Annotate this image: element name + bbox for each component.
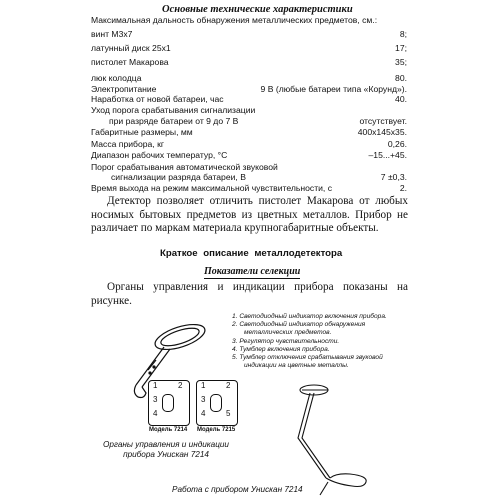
legend-item: 4. Тумблер включения прибора. <box>232 345 330 353</box>
spec-label: Диапазон рабочих температур, °С <box>91 150 228 160</box>
spec-value: 400х145х35. <box>357 127 407 137</box>
spec-label: при разряде батареи от 9 до 7 В <box>109 116 239 126</box>
legend-item: 1. Светодиодный индикатор включения прибора. <box>232 313 387 320</box>
panel-number: 5 <box>226 409 231 418</box>
legend-item: 2. Светодиодный индикатор обнаружения металлических предметов. <box>232 321 366 337</box>
specs-heading: Основные технические характеристики <box>162 4 353 15</box>
spec-value: 80. <box>395 73 407 83</box>
spec-value: 8; <box>399 29 407 39</box>
controls-paragraph: Органы управления и индикации прибора показаны на рисунке. <box>91 281 408 307</box>
panel-number: 3 <box>201 395 206 404</box>
spec-value: 0,26. <box>387 139 407 149</box>
legend-item: 5. Тумблер отключения срабатывания звуковой индикации на цветные металлы. <box>232 354 383 370</box>
spec-label: пистолет Макарова <box>91 57 169 67</box>
spec-label: Максимальная дальность обнаружения металлических предметов, см.: <box>91 15 378 25</box>
spec-label: Время выхода на режим максимальной чувствительности, с <box>91 183 333 193</box>
panel-number: 3 <box>153 395 158 404</box>
spec-value: 35; <box>395 57 407 67</box>
spec-value: 40. <box>395 94 407 104</box>
spec-label: винт М3х7 <box>91 29 133 39</box>
spec-value: 7 ±0,3. <box>380 172 407 182</box>
panel-number: 2 <box>226 381 231 390</box>
panel-number: 4 <box>153 409 158 418</box>
spec-label: латунный диск 25х1 <box>91 43 171 53</box>
spec-value: 2. <box>399 183 407 193</box>
spec-label: Габаритные размеры, мм <box>91 127 193 137</box>
sensitivity-dial-icon <box>162 394 174 412</box>
panel-number: 1 <box>153 381 158 390</box>
spec-value: –15...+45. <box>368 150 407 160</box>
spec-value: 9 В (любые батареи типа «Корунд»). <box>260 84 407 94</box>
spec-value: отсутствует. <box>359 116 407 126</box>
spec-label: люк колодца <box>91 73 142 83</box>
intro-paragraph: Детектор позволяет отличить пистолет Макарова от любых носимых бытовых предметов из цветных металлов. Прибор не различает по маркам материала крупногабаритные объекты. <box>91 195 408 234</box>
operator-illustration <box>280 378 390 496</box>
spec-label: сигнализации разряда батареи, В <box>111 172 246 182</box>
panel-number: 4 <box>201 409 206 418</box>
panel-model-label: Модель 7214 <box>149 427 188 433</box>
panel-number: 1 <box>201 381 206 390</box>
spec-value: 17; <box>395 43 407 53</box>
caption-left-text: Органы управления и индикации прибора Унискан 7214 <box>103 440 229 459</box>
subsection-title: Показатели селекции <box>204 266 301 277</box>
legend-item: 3. Регулятор чувствительности. <box>232 337 340 345</box>
spec-label: Уход порога срабатывания сигнализации <box>91 105 256 115</box>
spec-label: Масса прибора, кг <box>91 139 164 149</box>
panel-number: 2 <box>178 381 183 390</box>
section-title: Краткое описание металлодетектора <box>160 248 343 259</box>
caption-right: Работа с прибором Унискан 7214 <box>172 485 303 494</box>
spec-label: Электропитание <box>91 84 157 94</box>
panel-model-label: Модель 7215 <box>197 427 236 433</box>
spec-label: Порог срабатывания автоматической звуковой <box>91 162 278 172</box>
sensitivity-dial-icon <box>210 394 222 412</box>
legend-list <box>232 313 402 370</box>
spec-label: Наработка от новой батареи, час <box>91 94 224 104</box>
caption-left <box>96 440 236 460</box>
